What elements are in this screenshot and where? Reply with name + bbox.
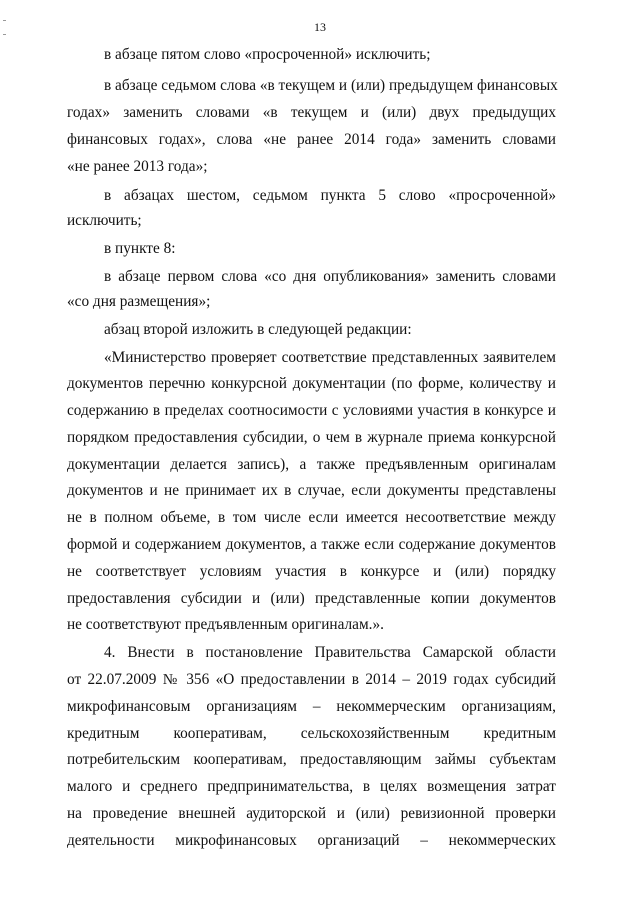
paragraph-line: потребительским кооперативам, предоставляющим займы субъектам xyxy=(67,751,556,768)
paragraph-line: в абзаце пятом слово «просроченной» исключить; xyxy=(104,46,431,63)
paragraph-line: документов перечню конкурсной документации (по форме, количеству и xyxy=(67,375,556,392)
paragraph-line: предоставления субсидии и (или) представленные копии документов xyxy=(67,590,556,607)
paragraph-line: содержанию в пределах соотносимости с условиями участия в конкурсе и xyxy=(67,402,556,419)
paragraph-line: абзац второй изложить в следующей редакции: xyxy=(104,321,412,338)
paragraph-line: порядком предоставления субсидии, о чем в журнале приема конкурсной xyxy=(67,429,556,446)
paragraph-line: 4. Внести в постановление Правительства Самарской области xyxy=(104,644,556,661)
paragraph-line: «Министерство проверяет соответствие представленных заявителем xyxy=(104,349,556,366)
paragraph-line: на проведение внешней аудиторской и (или) ревизионной проверки xyxy=(67,805,556,822)
paragraph-line: документации делается запись), а также предъявленным оригиналам xyxy=(67,456,556,473)
paragraph-line: документов и не принимает их в случае, если документы представлены xyxy=(67,482,556,499)
paragraph-line: в абзаце первом слова «со дня опубликования» заменить словами xyxy=(104,268,556,285)
page-number: 13 xyxy=(314,20,326,34)
paragraph-line: не соответствуют предъявленным оригиналам.». xyxy=(67,616,384,633)
paragraph-line: не соответствует условиям участия в конкурсе и (или) порядку xyxy=(67,563,556,580)
paragraph-line: в пункте 8: xyxy=(104,240,176,257)
paragraph-line: не в полном объеме, в том числе если имеется несоответствие между xyxy=(67,509,556,526)
paragraph-line: формой и содержанием документов, а также если содержание документов xyxy=(67,536,556,553)
paragraph-line: годах» заменить словами «в текущем и (или) двух предыдущих xyxy=(67,104,556,121)
paragraph-line: в абзаце седьмом слова «в текущем и (или) предыдущем финансовых xyxy=(104,77,558,94)
paragraph-line: «со дня размещения»; xyxy=(67,293,211,310)
paragraph-line: «не ранее 2013 года»; xyxy=(67,158,208,175)
paragraph-line: в абзацах шестом, седьмом пункта 5 слово «просроченной» xyxy=(104,187,556,204)
paragraph-line: исключить; xyxy=(67,212,142,229)
paragraph-line: микрофинансовым организациям – некоммерческим организациям, xyxy=(67,698,556,715)
paragraph-line: малого и среднего предпринимательства, в целях возмещения затрат xyxy=(67,778,556,795)
paragraph-line: от 22.07.2009 № 356 «О предоставлении в 2014 – 2019 годах субсидий xyxy=(67,671,556,688)
paragraph-line: деятельности микрофинансовых организаций – некоммерческих xyxy=(67,832,556,849)
paragraph-line: финансовых годах», слова «не ранее 2014 года» заменить словами xyxy=(67,131,556,148)
paragraph-line: кредитным кооперативам, сельскохозяйственным кредитным xyxy=(67,725,556,742)
